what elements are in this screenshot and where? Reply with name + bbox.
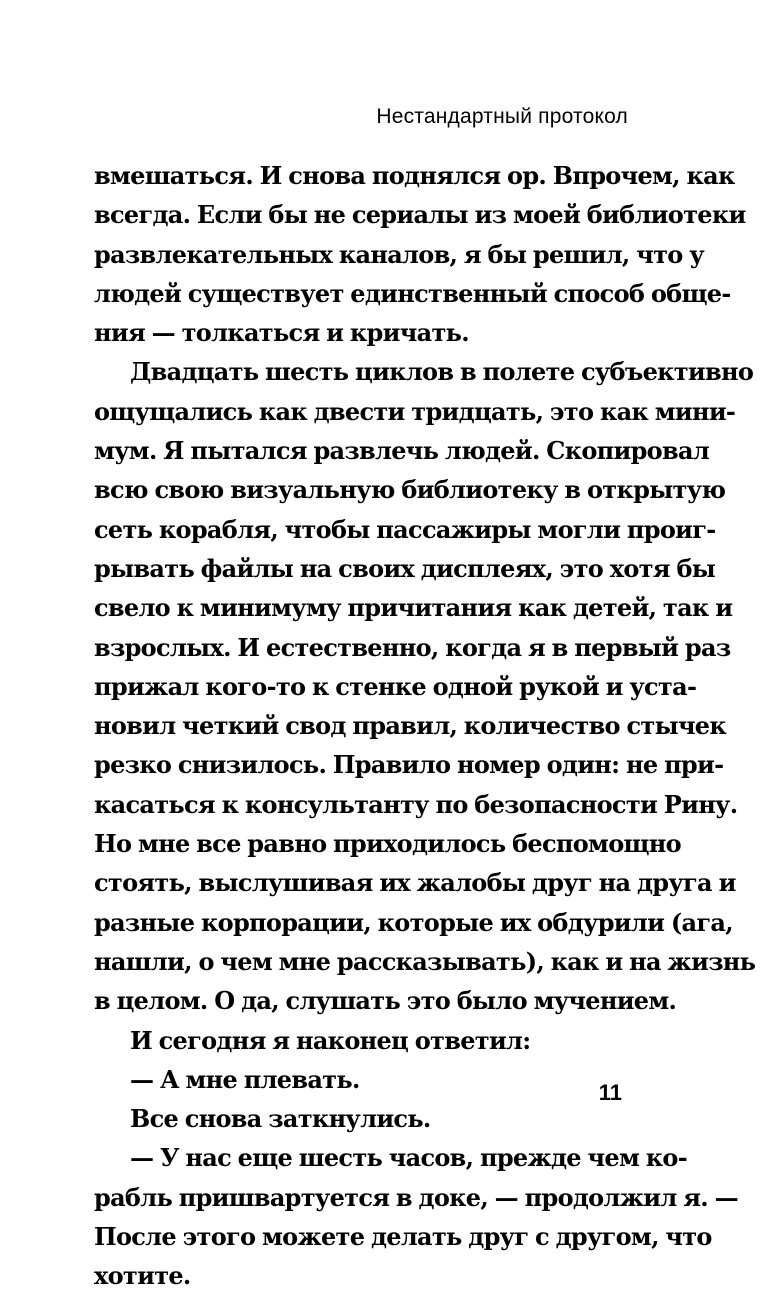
text-line: ощущались как двести тридцать, это как мини- <box>94 396 736 426</box>
text-line: свело к минимуму причитания как детей, так и <box>94 593 733 623</box>
text-line: Двадцать шесть циклов в полете субъективно <box>130 357 754 387</box>
text-line: в целом. О да, слушать это было мучением. <box>94 986 677 1016</box>
text-line: мум. Я пытался развлечь людей. Скопировал <box>94 436 710 466</box>
text-line: И сегодня я наконец ответил: <box>130 1025 531 1055</box>
text-line: касаться к консультанту по безопасности Рину. <box>94 789 738 819</box>
body-text <box>94 156 756 1296</box>
text-line: новил четкий свод правил, количество стычек <box>94 711 727 741</box>
page-number: 11 <box>598 1080 622 1105</box>
text-line: вмешаться. И снова поднялся ор. Впрочем, как <box>94 161 735 190</box>
text-line: сеть корабля, чтобы пассажиры могли проиг- <box>94 514 716 544</box>
text-line: всю свою визуальную библиотеку в открытую <box>94 475 726 505</box>
text-line: рабль пришвартуется в доке, — продолжил я. — <box>94 1182 738 1212</box>
text-line: — А мне плевать. <box>130 1064 360 1094</box>
text-line: разные корпорации, которые их обдурили (ага, <box>94 907 733 937</box>
text-line: — У нас еще шесть часов, прежде чем ко- <box>130 1143 687 1173</box>
text-line: людей существует единственный способ обще- <box>94 278 731 308</box>
text-line: развлекательных каналов, я бы решил, что у <box>94 239 704 269</box>
text-line: прижал кого-то к стенке одной рукой и уста- <box>94 671 697 701</box>
text-line: резко снизилось. Правило номер один: не при- <box>94 750 724 780</box>
text-line: нашли, о чем мне рассказывать), как и на жизнь <box>94 946 756 976</box>
text-line: всегда. Если бы не сериалы из моей библиотеки <box>94 200 746 230</box>
text-line: хотите. <box>94 1261 191 1291</box>
text-line: ния — толкаться и кричать. <box>94 318 469 348</box>
running-header: Нестандартный протокол <box>376 105 628 128</box>
text-line: взрослых. И естественно, когда я в первый раз <box>94 632 731 662</box>
text-line: стоять, выслушивая их жалобы друг на друга и <box>94 868 736 898</box>
text-line: Все снова заткнулись. <box>130 1104 431 1134</box>
text-line: рывать файлы на своих дисплеях, это хотя бы <box>94 553 716 583</box>
text-line: После этого можете делать друг с другом, что <box>94 1222 712 1252</box>
text-line: Но мне все равно приходилось беспомощно <box>94 829 681 859</box>
